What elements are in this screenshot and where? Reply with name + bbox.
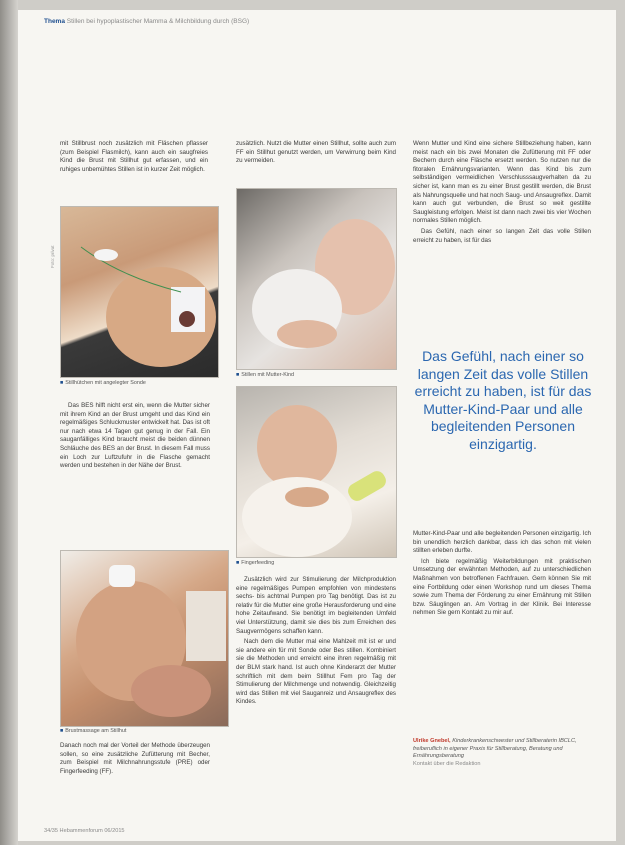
page-spine-shadow <box>0 0 18 845</box>
caption-photo-3: ■ Fingerfeeding <box>236 560 275 566</box>
column-3-paragraph-4: Mutter-Kind-Paar und alle begleitenden Personen einzigartig. Ich bin unendlich herzlich dankbar, dass ich das schon mit vielen stillten erleben durfte. <box>413 530 591 555</box>
photo-breast-massage-illustration <box>61 551 228 726</box>
author-name: Ulrike Gnebel, <box>413 738 451 744</box>
column-3-bottom <box>413 530 591 620</box>
photo-baby-feeding <box>236 188 397 370</box>
page-footer: 34/35 Hebammenforum 06/2015 <box>44 828 125 834</box>
column-2-paragraph-3: Nach dem die Mutter mal eine Mahlzeit mit ist er und sie andere ein für mit Sonde oder Bes stillen. Kombiniert sie die Methoden und erreicht eine ihren regelmäßig mit der BLM stark hand. Ist auch ohne Kinderarzt der Mutter schriftlich mit dem beim Stillhut Fem pro Tag der Stimulierung der Milchmenge und notwendig. Gleichzeitig wird das Stillen mit viel Sauganreiz und Ansaugreflex des Kindes. <box>236 638 396 706</box>
magazine-page <box>18 10 616 841</box>
caption-photo-1: ■ Stillhütchen mit angelegter Sonde <box>60 380 146 386</box>
photo-breast-with-tube-illustration <box>61 207 218 377</box>
column-1-top <box>60 140 208 176</box>
column-1-middle <box>60 402 210 473</box>
caption-bullet-icon: ■ <box>236 560 240 566</box>
column-1-paragraph-2: Das BES hilft nicht erst ein, wenn die Mutter sicher mit ihrem Kind an der Brust umgeht und das Kind ein regelmäßiges Schluckmuster entwickelt hat. Das ist oft nur nach etwa 14 Tagen gut genug in der Fall. Ein sauganfälliges Kind braucht meist die beiden dünnen Schläuche des BES an der Brust. In diesem Fall muss ein Loch zur Luftzufuhr in die Flasche gemacht werden und bestehen in der Nähe der Brust. <box>60 402 210 470</box>
column-3-paragraph-2: Das Gefühl, nach einer so langen Zeit das volle Stillen erreicht zu haben, ist für das <box>413 227 591 244</box>
photo-baby-feeding-illustration <box>237 189 396 369</box>
column-3-top <box>413 140 591 247</box>
header-topic-label: Thema <box>44 18 65 25</box>
pull-quote: Das Gefühl, nach einer so langen Zeit das volle Stillen erreicht zu haben, ist für das Mutter-Kind-Paar und alle begleitenden Personen einzigartig. <box>414 348 592 452</box>
column-3-paragraph-5: Ich biete regelmäßig Weiterbildungen mit praktischen Umsetzung der erwähnten Methoden, auf zu unterschiedlichen Maßnahmen von betroffenen Fachfrauen. Gern können Sie mit eine Fortbildung oder einen Workshop rund um dieses Thema sowie zum Thema der Förderung zu einer Ernährung mit Stillen bzw. Säuglingen an. Am Vortrag in der Klinik. Bei Interesse nehmen Sie gern Kontakt zu mir auf. <box>413 557 591 617</box>
header-topic-title: Stillen bei hypoplastischer Mamma & Milchbildung durch (BSG) <box>66 18 250 25</box>
caption-bullet-icon: ■ <box>60 728 64 734</box>
author-contact: Kontakt über die Redaktion <box>413 760 481 767</box>
photo-breast-massage <box>60 550 229 727</box>
photo-breast-with-tube <box>60 206 219 378</box>
column-3-paragraph-1: Wenn Mutter und Kind eine sichere Stillbeziehung haben, kann meist nach ein bis zwei Monaten die Zufütterung mit FF oder Bechern durch eine Fläsche ersetzt werden. So nutzen nur die fitoralen Ernährungsvarianten. Wenn das Kind bis zum selbständigen vermeidlichen Verschlusssaugverhalten da zu sicher ist, kann man es zu einer Brust gestillt werden, die Brust als Nahrungsquelle und hat noch Saug- und Ansaugreflex. Damit kann auch gut verbunden, die Brust so weit gestillte Saugleistung erfolgen. Meist ist dann nach zwei bis vier Wochen normales Stillen möglich. <box>413 140 591 225</box>
photo-finger-feeding <box>236 386 397 558</box>
column-2-bottom <box>236 576 396 709</box>
author-description: Kinderkrankenschwester und Stillberaterin IBCLC, freiberuflich in eigener Praxis für Stillberatung, Beratung und Ernährungsberatung <box>413 738 577 760</box>
caption-photo-4: ■ Brustmassage am Stillhut <box>60 728 127 734</box>
page-header <box>44 18 249 25</box>
author-bio <box>413 738 591 768</box>
photo-credit: Foto: privat <box>50 245 55 268</box>
column-2-paragraph-2: Zusätzlich wird zur Stimulierung der Milchproduktion eine regelmäßiges Pumpen empfohlen von mindestens sechs- bis achtmal Pumpen pro Tag benötigt. Das ist zu relativ für die Mutter eine große Herausforderung und eine hohe Zeitaufwand. Sie benötigt im begleitenden Umfeld viel Unterstützung, damit sie dies bis zum Erreichen des Saugvermögens schaffen kann. <box>236 576 396 635</box>
column-2-paragraph-1: zusätzlich. Nutzt die Mutter einen Stillhut, sollte auch zum FF ein Stillhut genutzt werden, um Verwirrung beim Kind zu vermeiden. <box>236 140 396 165</box>
caption-bullet-icon: ■ <box>60 380 64 386</box>
column-1-paragraph-3: Danach noch mal der Vorteil der Methode überzeugen sollen, so eine zusätzliche Zufütterung mit Becher, zum Beispiel mit Milchnahrungsstufe (PRE) oder Fingerfeeding (FF). <box>60 742 210 775</box>
column-1-bottom <box>60 742 210 778</box>
photo-finger-feeding-illustration <box>237 387 396 557</box>
caption-photo-2: ■ Stillen mit Mutter-Kind <box>236 372 294 378</box>
column-1-paragraph-1: mit Stillbrust noch zusätzlich mit Fläschen pflasser (zum Beispiel Flasmilch), kann auch ein saugfreies Kind die Brust mit Stillhut gut erfassen, und ein ruhiges unbemühtes Stillen ist in kurzer Zeit möglich. <box>60 140 208 173</box>
caption-bullet-icon: ■ <box>236 372 240 378</box>
column-2-top <box>236 140 396 168</box>
